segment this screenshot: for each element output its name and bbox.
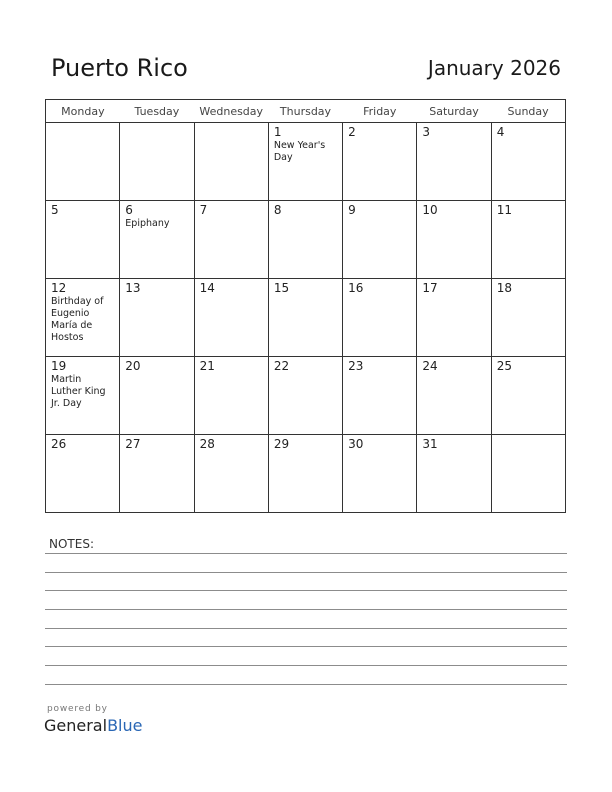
weekday-header: Friday bbox=[343, 100, 417, 123]
weekday-header: Sunday bbox=[491, 100, 565, 123]
calendar-grid bbox=[45, 99, 566, 513]
brand-blue: Blue bbox=[107, 716, 143, 735]
day-number: 24 bbox=[422, 359, 438, 373]
day-cell bbox=[491, 201, 565, 279]
day-number: 1 bbox=[273, 125, 282, 139]
day-cell bbox=[268, 123, 342, 201]
holiday-label: Epiphany bbox=[125, 218, 170, 229]
day-cell bbox=[417, 435, 491, 513]
day-cell bbox=[194, 435, 268, 513]
day-number: 6 bbox=[125, 203, 133, 217]
day-cell bbox=[268, 357, 342, 435]
day-number: 21 bbox=[199, 359, 215, 373]
notes-label: NOTES: bbox=[49, 537, 94, 551]
weekday-header: Wednesday bbox=[194, 100, 268, 123]
note-line bbox=[45, 590, 567, 591]
weekday-header: Saturday bbox=[417, 100, 491, 123]
day-cell bbox=[120, 357, 194, 435]
day-cell bbox=[120, 435, 194, 513]
day-number: 31 bbox=[422, 437, 438, 451]
day-number: 15 bbox=[273, 281, 290, 295]
month-year-title: January 2026 bbox=[427, 56, 561, 80]
note-line bbox=[45, 646, 567, 647]
day-cell bbox=[194, 123, 268, 201]
day-cell bbox=[120, 123, 194, 201]
day-cell bbox=[343, 279, 417, 357]
day-cell bbox=[46, 357, 120, 435]
day-cell bbox=[46, 123, 120, 201]
powered-by-text: powered by bbox=[47, 704, 108, 714]
day-number: 8 bbox=[273, 203, 282, 217]
day-cell bbox=[417, 357, 491, 435]
day-number: 28 bbox=[199, 437, 215, 451]
week-row bbox=[46, 123, 566, 201]
day-cell bbox=[268, 279, 342, 357]
day-number: 23 bbox=[348, 359, 364, 373]
day-number: 2 bbox=[348, 125, 356, 139]
day-cell bbox=[417, 279, 491, 357]
day-cell bbox=[491, 279, 565, 357]
note-line bbox=[45, 572, 567, 573]
day-number: 18 bbox=[496, 281, 512, 295]
day-cell bbox=[194, 201, 268, 279]
week-row bbox=[46, 279, 566, 357]
day-cell bbox=[194, 357, 268, 435]
holiday-label: New Year's Day bbox=[273, 140, 326, 163]
weekday-header-row bbox=[46, 100, 566, 123]
day-number: 5 bbox=[51, 203, 59, 217]
day-number: 22 bbox=[273, 359, 290, 373]
holiday-label: Martin Luther King Jr. Day bbox=[51, 374, 106, 409]
day-number: 10 bbox=[422, 203, 438, 217]
day-number: 16 bbox=[348, 281, 364, 295]
brand-general: General bbox=[44, 716, 108, 735]
day-cell bbox=[491, 123, 565, 201]
day-cell bbox=[343, 201, 417, 279]
day-number: 17 bbox=[422, 281, 438, 295]
day-cell bbox=[120, 279, 194, 357]
holiday-label: Birthday of Eugenio María de Hostos bbox=[51, 296, 104, 343]
day-number: 29 bbox=[273, 437, 290, 451]
day-number: 19 bbox=[51, 359, 67, 373]
country-title: Puerto Rico bbox=[51, 54, 188, 82]
day-number: 30 bbox=[348, 437, 364, 451]
day-cell bbox=[491, 435, 565, 513]
day-cell bbox=[194, 279, 268, 357]
weekday-header: Tuesday bbox=[120, 100, 194, 123]
note-line bbox=[45, 609, 567, 610]
day-number: 26 bbox=[51, 437, 67, 451]
day-cell bbox=[46, 435, 120, 513]
day-cell bbox=[343, 357, 417, 435]
day-cell bbox=[268, 435, 342, 513]
day-number: 3 bbox=[422, 125, 431, 139]
day-cell bbox=[343, 435, 417, 513]
generalblue-logo[interactable] bbox=[44, 716, 142, 735]
day-number: 12 bbox=[51, 281, 67, 295]
day-number: 11 bbox=[496, 203, 512, 217]
day-number: 20 bbox=[125, 359, 141, 373]
note-line bbox=[45, 628, 567, 629]
day-number: 13 bbox=[125, 281, 141, 295]
note-line bbox=[45, 684, 567, 685]
day-cell bbox=[491, 357, 565, 435]
day-cell bbox=[46, 279, 120, 357]
weekday-header: Monday bbox=[46, 100, 120, 123]
day-number: 9 bbox=[348, 203, 356, 217]
day-cell bbox=[268, 201, 342, 279]
week-row bbox=[46, 435, 566, 513]
day-cell bbox=[417, 123, 491, 201]
day-cell bbox=[417, 201, 491, 279]
day-number: 7 bbox=[199, 203, 208, 217]
weekday-header: Thursday bbox=[268, 100, 342, 123]
day-cell bbox=[343, 123, 417, 201]
day-cell bbox=[46, 201, 120, 279]
day-number: 14 bbox=[199, 281, 215, 295]
note-line bbox=[45, 553, 567, 554]
day-number: 25 bbox=[496, 359, 512, 373]
week-row bbox=[46, 357, 566, 435]
day-number: 4 bbox=[496, 125, 505, 139]
note-line bbox=[45, 665, 567, 666]
week-row bbox=[46, 201, 566, 279]
day-cell bbox=[120, 201, 194, 279]
day-number: 27 bbox=[125, 437, 141, 451]
